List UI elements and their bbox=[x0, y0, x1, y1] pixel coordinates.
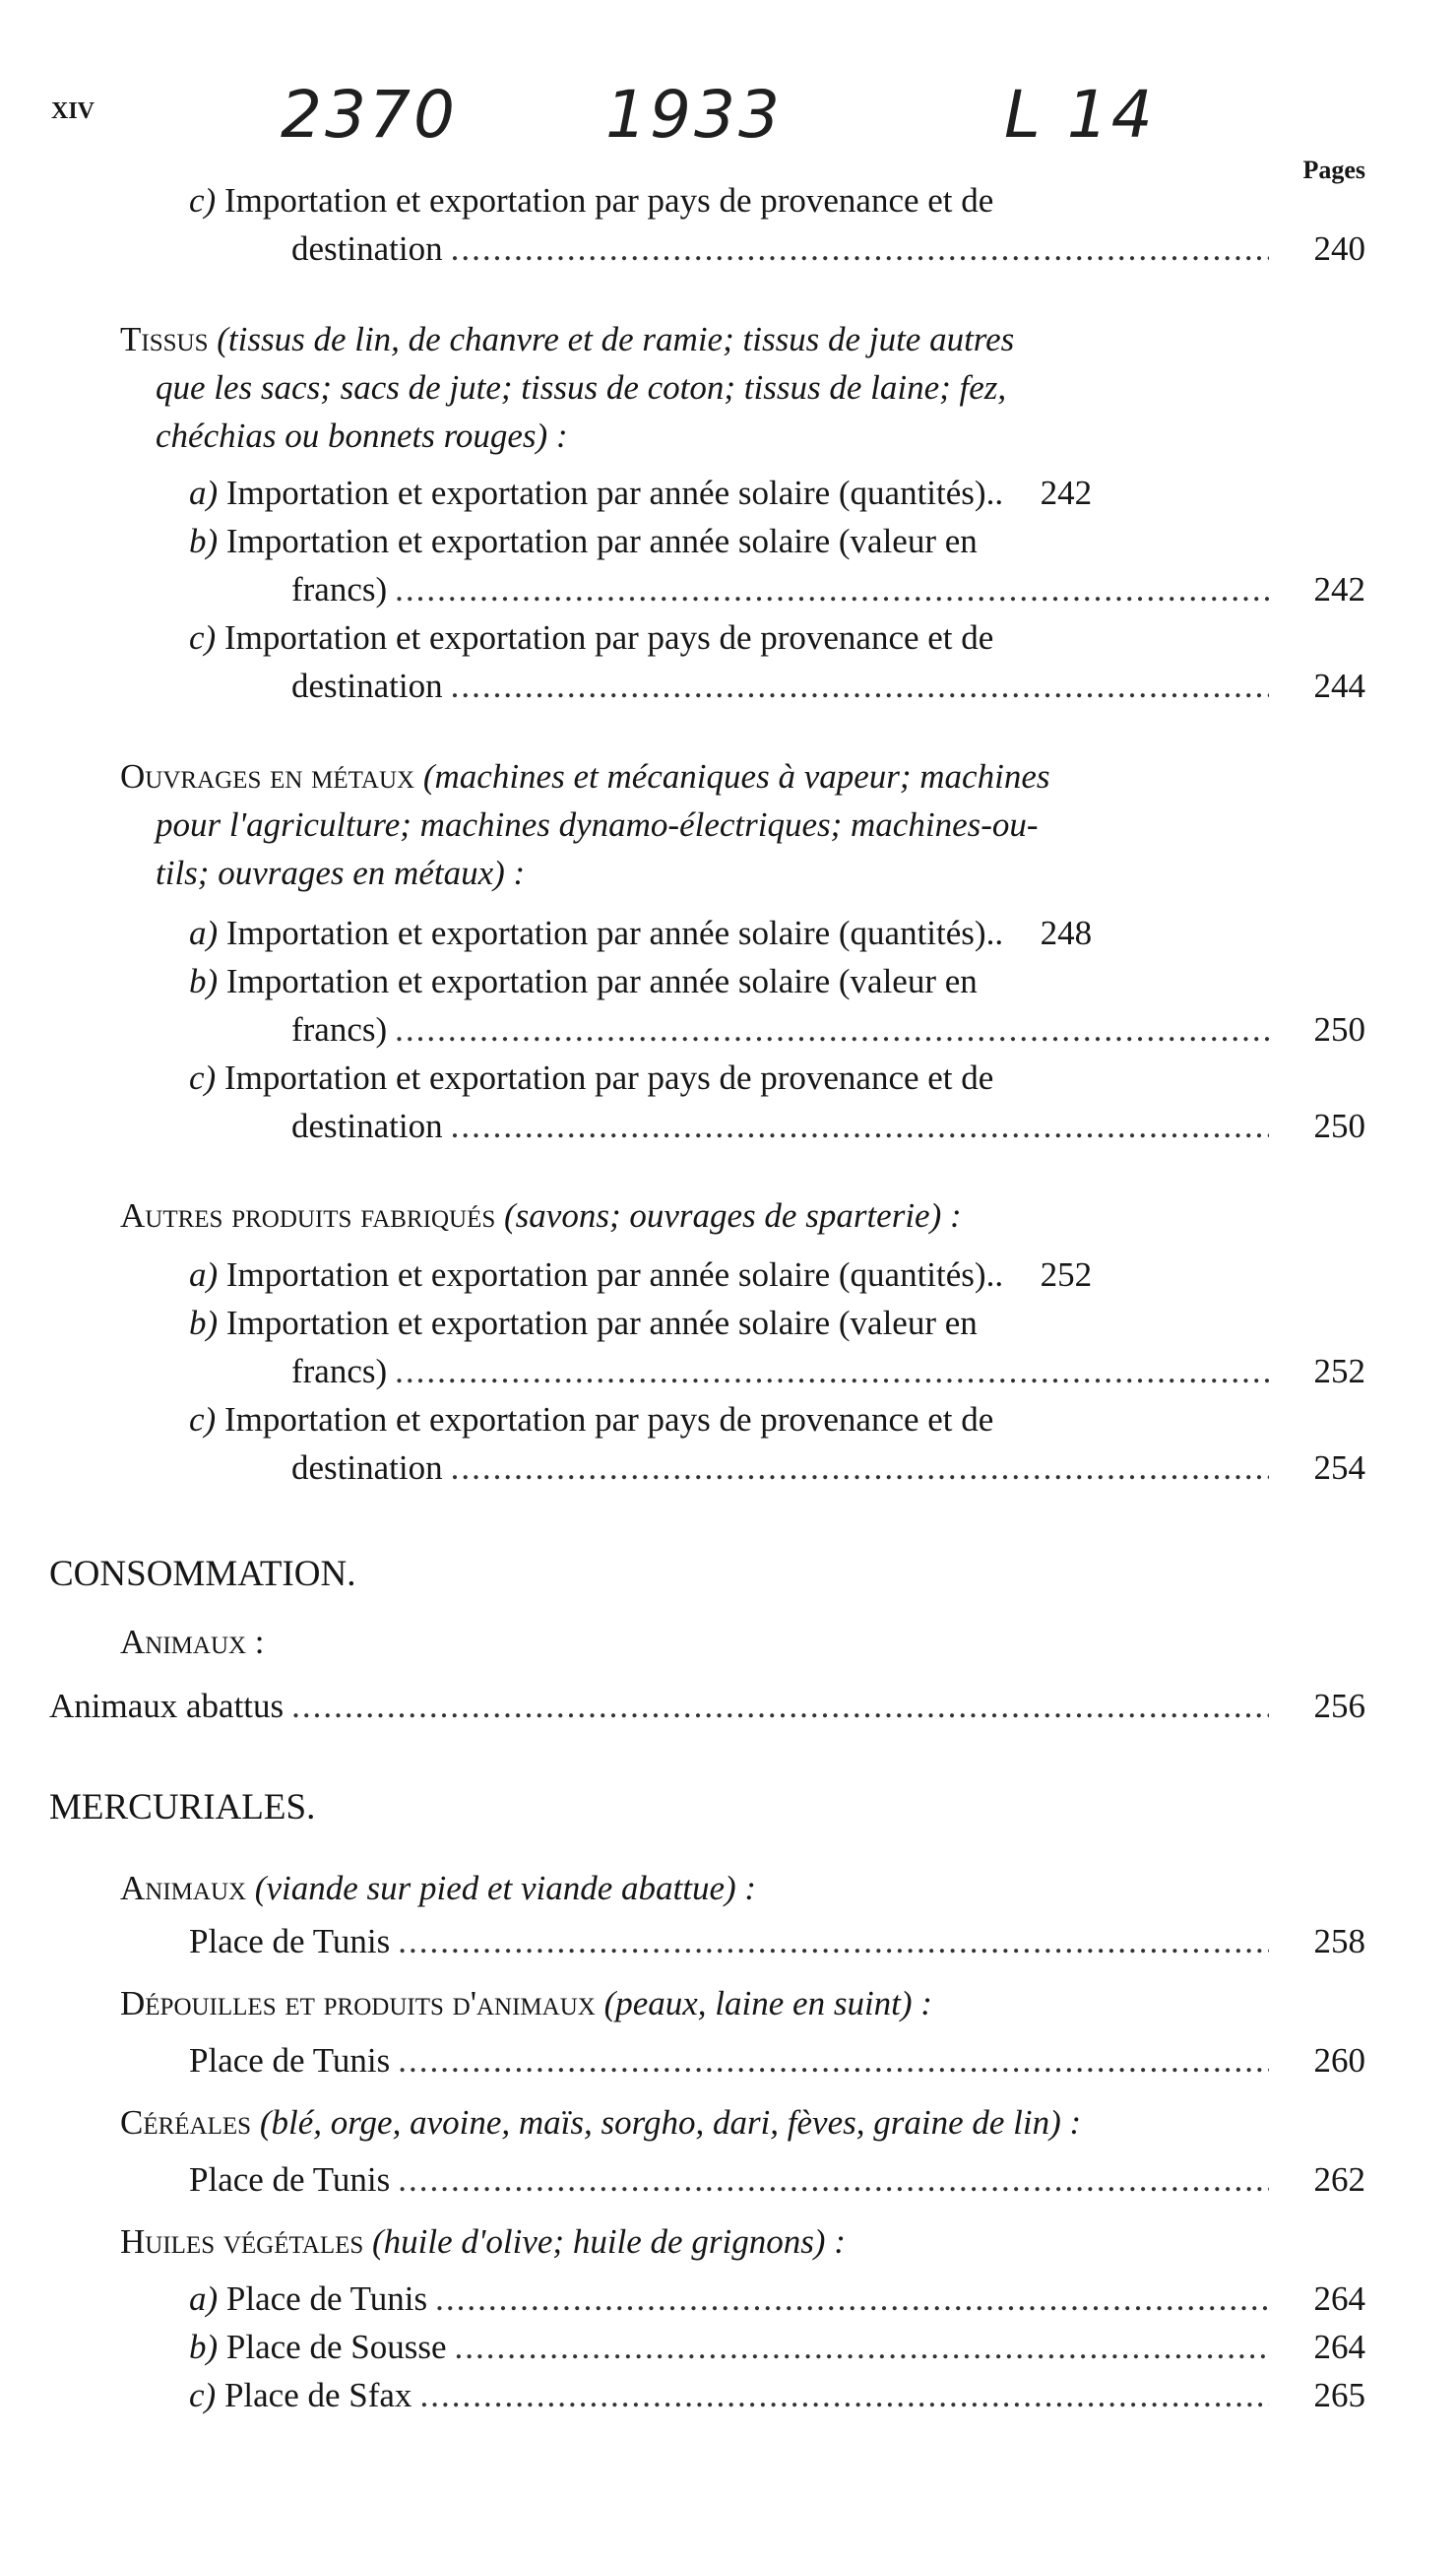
dot-leader bbox=[291, 1684, 1269, 1729]
toc-entry bbox=[49, 1684, 1365, 1729]
dot-leader bbox=[435, 2276, 1269, 2322]
toc-entry bbox=[189, 2325, 1365, 2370]
toc-entry-label: c) Importation et exportation par pays de provenance et de bbox=[189, 618, 994, 657]
toc-entry-text: francs) bbox=[291, 1352, 388, 1390]
toc-entry-text: b) Place de Sousse bbox=[189, 2328, 447, 2366]
section-heading: Autres produits fabriqués (savons; ouvrages de sparterie) : bbox=[120, 1196, 962, 1235]
toc-entry bbox=[291, 1104, 1365, 1149]
toc-entry-text: destination bbox=[291, 667, 443, 705]
toc-entry-text: destination bbox=[291, 1448, 443, 1487]
major-section-title: MERCURIALES. bbox=[49, 1787, 316, 1828]
toc-page-number: 265 bbox=[1313, 2376, 1365, 2414]
toc-entry bbox=[189, 1919, 1365, 1964]
toc-entry bbox=[291, 567, 1365, 612]
dot-leader bbox=[419, 2373, 1269, 2418]
dot-leader bbox=[398, 2038, 1269, 2084]
dot-leader bbox=[451, 664, 1269, 709]
toc-entry-label: c) Importation et exportation par pays de provenance et de bbox=[189, 1400, 994, 1439]
dot-leader bbox=[395, 1349, 1269, 1394]
toc-entry-text: a) Importation et exportation par année solaire (quantités).. bbox=[189, 1255, 1004, 1294]
toc-page-number: 240 bbox=[1313, 229, 1365, 268]
toc-entry bbox=[189, 2157, 1365, 2203]
dot-leader bbox=[451, 1104, 1269, 1149]
pages-column-header: Pages bbox=[1302, 156, 1365, 184]
toc-entry bbox=[291, 1445, 1365, 1491]
toc-page-number: 254 bbox=[1313, 1448, 1365, 1487]
toc-page-number: 250 bbox=[1313, 1010, 1365, 1049]
toc-entry bbox=[189, 2038, 1365, 2084]
toc-page-number: 248 bbox=[1040, 914, 1093, 952]
dot-leader bbox=[395, 567, 1269, 612]
toc-entry bbox=[189, 1252, 1365, 1298]
section-description: chéchias ou bonnets rouges) : bbox=[156, 417, 568, 455]
handwritten-note: 1933 bbox=[605, 77, 783, 153]
toc-page-number: 264 bbox=[1313, 2328, 1365, 2366]
section-heading: Céréales (blé, orge, avoine, maïs, sorgho, dari, fèves, graine de lin) : bbox=[120, 2103, 1082, 2142]
toc-entry bbox=[189, 2373, 1365, 2418]
toc-entry-text: Place de Tunis bbox=[189, 1922, 391, 1960]
dot-leader bbox=[451, 226, 1269, 272]
handwritten-note: L 14 bbox=[1004, 77, 1156, 153]
toc-page-number: 260 bbox=[1313, 2041, 1365, 2080]
toc-entry-text: c) Place de Sfax bbox=[189, 2376, 412, 2414]
toc-page-number: 262 bbox=[1313, 2160, 1365, 2199]
toc-entry-text: a) Place de Tunis bbox=[189, 2279, 428, 2318]
section-heading: Ouvrages en métaux (machines et mécaniques à vapeur; machines bbox=[120, 757, 1050, 796]
section-heading: Animaux : bbox=[120, 1623, 265, 1661]
toc-page-number: 252 bbox=[1313, 1352, 1365, 1390]
dot-leader bbox=[398, 1919, 1269, 1964]
toc-entry bbox=[291, 1007, 1365, 1053]
section-heading: Huiles végétales (huile d'olive; huile de grignons) : bbox=[120, 2222, 846, 2261]
toc-entry-label: b) Importation et exportation par année solaire (valeur en bbox=[189, 962, 978, 1000]
toc-entry-text: francs) bbox=[291, 570, 388, 609]
dot-leader bbox=[398, 2157, 1269, 2203]
toc-entry-label: c) Importation et exportation par pays de provenance et de bbox=[189, 181, 994, 220]
toc-entry-text: Place de Tunis bbox=[189, 2041, 391, 2080]
toc-entry-label: b) Importation et exportation par année solaire (valeur en bbox=[189, 522, 978, 560]
section-description: pour l'agriculture; machines dynamo-électriques; machines-ou- bbox=[156, 805, 1039, 844]
dot-leader bbox=[395, 1007, 1269, 1053]
page-number: XIV bbox=[51, 98, 95, 124]
toc-entry-text: a) Importation et exportation par année solaire (quantités).. bbox=[189, 914, 1004, 952]
dot-leader bbox=[454, 2325, 1269, 2370]
toc-page-number: 258 bbox=[1313, 1922, 1365, 1960]
toc-entry bbox=[189, 2276, 1365, 2322]
toc-page-number: 250 bbox=[1313, 1107, 1365, 1145]
toc-page-number: 242 bbox=[1313, 570, 1365, 609]
toc-entry bbox=[189, 911, 1365, 956]
section-heading: Dépouilles et produits d'animaux (peaux, laine en suint) : bbox=[120, 1984, 932, 2022]
handwritten-note: 2370 bbox=[281, 77, 458, 153]
toc-page-number: 242 bbox=[1040, 474, 1093, 512]
toc-entry bbox=[189, 471, 1365, 516]
toc-entry-text: francs) bbox=[291, 1010, 388, 1049]
toc-entry-text: destination bbox=[291, 1107, 443, 1145]
toc-page-number: 252 bbox=[1040, 1255, 1093, 1294]
toc-entry-text: destination bbox=[291, 229, 443, 268]
toc-page-number: 256 bbox=[1313, 1687, 1365, 1725]
section-description: que les sacs; sacs de jute; tissus de coton; tissus de laine; fez, bbox=[156, 368, 1007, 407]
toc-entry-label: b) Importation et exportation par année solaire (valeur en bbox=[189, 1304, 978, 1342]
section-description: tils; ouvrages en métaux) : bbox=[156, 854, 526, 892]
toc-entry bbox=[291, 226, 1365, 272]
toc-entry bbox=[291, 1349, 1365, 1394]
section-heading: Tissus (tissus de lin, de chanvre et de ramie; tissus de jute autres bbox=[120, 320, 1015, 358]
toc-entry bbox=[291, 664, 1365, 709]
major-section-title: CONSOMMATION. bbox=[49, 1554, 356, 1594]
toc-page-number: 244 bbox=[1313, 667, 1365, 705]
section-heading: Animaux (viande sur pied et viande abattue) : bbox=[120, 1869, 757, 1907]
toc-entry-text: Animaux abattus bbox=[49, 1687, 285, 1725]
toc-entry-text: Place de Tunis bbox=[189, 2160, 391, 2199]
toc-page-number: 264 bbox=[1313, 2279, 1365, 2318]
dot-leader bbox=[451, 1445, 1269, 1491]
toc-entry-text: a) Importation et exportation par année solaire (quantités).. bbox=[189, 474, 1004, 512]
toc-entry-label: c) Importation et exportation par pays de provenance et de bbox=[189, 1058, 994, 1097]
